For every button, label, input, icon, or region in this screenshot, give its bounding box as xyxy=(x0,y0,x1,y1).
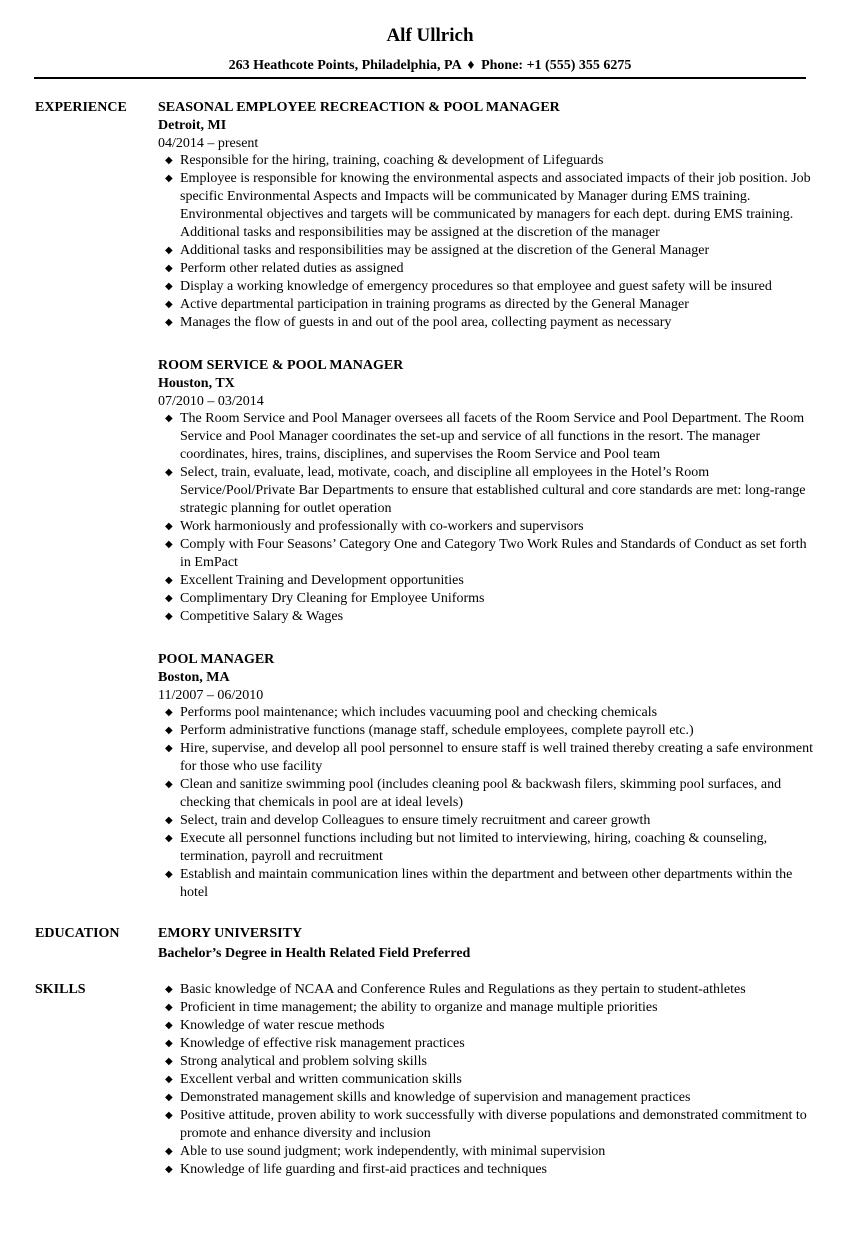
skills-content xyxy=(158,981,818,1179)
bullet-icon: ◆ xyxy=(165,593,173,604)
skill-item xyxy=(158,1107,818,1143)
job-bullet-item xyxy=(158,536,818,572)
bullet-icon: ◆ xyxy=(165,521,173,532)
bullet-text: Knowledge of effective risk management practices xyxy=(180,1036,465,1051)
bullet-text: Work harmoniously and professionally with co-workers and supervisors xyxy=(180,519,584,534)
job-bullet-item xyxy=(158,152,818,170)
job-dates: 04/2014 – present xyxy=(158,136,259,151)
job-bullets xyxy=(158,704,818,902)
job-bullet-item xyxy=(158,608,818,626)
job-title: POOL MANAGER xyxy=(158,652,275,667)
bullet-icon: ◆ xyxy=(165,833,173,844)
job-bullet-item xyxy=(158,296,818,314)
job-entry xyxy=(158,99,818,332)
job-bullet-item xyxy=(158,464,818,518)
bullet-icon: ◆ xyxy=(165,1164,173,1175)
job-bullet-item xyxy=(158,278,818,296)
bullet-text: Comply with Four Seasons’ Category One and Category Two Work Rules and Standards of Conduct as set forth in EmPact xyxy=(180,537,807,570)
bullet-text: Employee is responsible for knowing the environmental aspects and associated impacts of their job position. Job specific Environmental Aspects and Impacts will be communicated by Manager during EMS training. Environmental objectives and targets will be communicated by managers for each dept. during EMS training. Additional tasks and responsibilities may be assigned at the discretion of the manager xyxy=(180,171,811,240)
job-bullet-item xyxy=(158,866,818,902)
bullet-text: Manages the flow of guests in and out of the pool area, collecting payment as necessary xyxy=(180,315,672,330)
job-entry xyxy=(158,357,818,626)
job-bullet-item xyxy=(158,410,818,464)
skills-list xyxy=(158,981,818,1179)
header-divider xyxy=(34,77,806,79)
job-bullet-item xyxy=(158,242,818,260)
job-bullet-item xyxy=(158,170,818,242)
bullet-text: Knowledge of water rescue methods xyxy=(180,1018,385,1033)
bullet-text: Demonstrated management skills and knowledge of supervision and management practices xyxy=(180,1090,691,1105)
bullet-text: Knowledge of life guarding and first-aid practices and techniques xyxy=(180,1162,547,1177)
job-bullet-item xyxy=(158,776,818,812)
bullet-icon: ◆ xyxy=(165,263,173,274)
job-bullet-item xyxy=(158,830,818,866)
bullet-text: Select, train and develop Colleagues to ensure timely recruitment and career growth xyxy=(180,813,651,828)
bullet-icon: ◆ xyxy=(165,815,173,826)
bullet-text: Competitive Salary & Wages xyxy=(180,609,344,624)
resume-header xyxy=(0,24,860,74)
bullet-icon: ◆ xyxy=(165,299,173,310)
contact-line xyxy=(0,58,860,74)
bullet-text: Performs pool maintenance; which includes vacuuming pool and checking chemicals xyxy=(180,705,658,720)
bullet-icon: ◆ xyxy=(165,1056,173,1067)
bullet-icon: ◆ xyxy=(165,1020,173,1031)
bullet-icon: ◆ xyxy=(165,779,173,790)
skill-item xyxy=(158,1017,818,1035)
job-dates: 11/2007 – 06/2010 xyxy=(158,688,264,703)
bullet-text: The Room Service and Pool Manager oversees all facets of the Room Service and Pool Department. The Room Service and Pool Manager coordinates the set-up and service of all functions in the resort. The manager coordinates, hires, trains, disciplines, and supervises the Room Service and Pool team xyxy=(180,411,805,462)
bullet-icon: ◆ xyxy=(165,539,173,550)
degree: Bachelor’s Degree in Health Related Field Preferred xyxy=(158,946,471,961)
job-dates: 07/2010 – 03/2014 xyxy=(158,394,264,409)
bullet-icon: ◆ xyxy=(165,575,173,586)
bullet-icon: ◆ xyxy=(165,1110,173,1121)
bullet-icon: ◆ xyxy=(165,413,173,424)
phone: Phone: +1 (555) 355 6275 xyxy=(481,58,632,73)
job-bullet-item xyxy=(158,518,818,536)
bullet-icon: ◆ xyxy=(165,317,173,328)
school-name: EMORY UNIVERSITY xyxy=(158,926,303,941)
bullet-icon: ◆ xyxy=(165,1146,173,1157)
section-label-experience: EXPERIENCE xyxy=(35,100,127,115)
bullet-text: Basic knowledge of NCAA and Conference Rules and Regulations as they pertain to student-athletes xyxy=(180,982,746,997)
bullet-icon: ◆ xyxy=(165,984,173,995)
skill-item xyxy=(158,1143,818,1161)
bullet-icon: ◆ xyxy=(165,245,173,256)
job-bullet-item xyxy=(158,812,818,830)
bullet-text: Proficient in time management; the ability to organize and manage multiple priorities xyxy=(180,1000,658,1015)
bullet-text: Positive attitude, proven ability to work successfully with diverse populations and demonstrated commitment to promote and enhance diversity and inclusion xyxy=(180,1108,807,1141)
candidate-name: Alf Ullrich xyxy=(386,25,474,46)
job-title: SEASONAL EMPLOYEE RECREACTION & POOL MANAGER xyxy=(158,100,560,115)
bullet-icon: ◆ xyxy=(165,155,173,166)
bullet-icon: ◆ xyxy=(165,1038,173,1049)
job-bullet-item xyxy=(158,722,818,740)
bullet-icon: ◆ xyxy=(165,725,173,736)
skill-item xyxy=(158,981,818,999)
job-bullet-item xyxy=(158,590,818,608)
job-title: ROOM SERVICE & POOL MANAGER xyxy=(158,358,404,373)
skill-item xyxy=(158,1035,818,1053)
bullet-text: Able to use sound judgment; work independently, with minimal supervision xyxy=(180,1144,606,1159)
diamond-separator-icon: ♦ xyxy=(467,58,475,73)
job-bullet-item xyxy=(158,740,818,776)
bullet-text: Additional tasks and responsibilities may be assigned at the discretion of the General Manager xyxy=(180,243,710,258)
section-label-education: EDUCATION xyxy=(35,926,120,941)
bullet-icon: ◆ xyxy=(165,1092,173,1103)
bullet-text: Execute all personnel functions including but not limited to interviewing, hiring, coaching & counseling, termination, payroll and recruitment xyxy=(180,831,768,864)
bullet-text: Excellent verbal and written communication skills xyxy=(180,1072,462,1087)
bullet-text: Establish and maintain communication lines within the department and between other departments within the hotel xyxy=(180,867,793,900)
bullet-text: Perform other related duties as assigned xyxy=(180,261,404,276)
bullet-text: Complimentary Dry Cleaning for Employee Uniforms xyxy=(180,591,485,606)
education-content xyxy=(158,925,818,963)
skill-item xyxy=(158,1071,818,1089)
bullet-text: Display a working knowledge of emergency procedures so that employee and guest safety will be insured xyxy=(180,279,772,294)
bullet-icon: ◆ xyxy=(165,467,173,478)
bullet-icon: ◆ xyxy=(165,1002,173,1013)
skill-item xyxy=(158,1089,818,1107)
job-location: Boston, MA xyxy=(158,670,230,685)
bullet-icon: ◆ xyxy=(165,281,173,292)
job-location: Houston, TX xyxy=(158,376,235,391)
experience-list xyxy=(158,99,818,902)
bullet-text: Hire, supervise, and develop all pool personnel to ensure staff is well trained thereby creating a safe environment for those who use facility xyxy=(180,741,814,774)
job-entry xyxy=(158,651,818,902)
skill-item xyxy=(158,1161,818,1179)
job-bullet-item xyxy=(158,314,818,332)
bullet-icon: ◆ xyxy=(165,707,173,718)
bullet-icon: ◆ xyxy=(165,611,173,622)
skill-item xyxy=(158,1053,818,1071)
bullet-text: Excellent Training and Development opportunities xyxy=(180,573,464,588)
bullet-text: Responsible for the hiring, training, coaching & development of Lifeguards xyxy=(180,153,604,168)
bullet-text: Select, train, evaluate, lead, motivate, coach, and discipline all employees in the Hotel’s Room Service/Pool/Private Bar Departments to ensure that established cultural and core standards are met: long-range strategic planning for outlet operation xyxy=(180,465,806,516)
bullet-text: Active departmental participation in training programs as directed by the General Manager xyxy=(180,297,689,312)
bullet-icon: ◆ xyxy=(165,173,173,184)
bullet-icon: ◆ xyxy=(165,1074,173,1085)
job-location: Detroit, MI xyxy=(158,118,227,133)
bullet-icon: ◆ xyxy=(165,869,173,880)
job-bullets xyxy=(158,410,818,626)
address: 263 Heathcote Points, Philadelphia, PA xyxy=(228,58,461,73)
section-label-skills: SKILLS xyxy=(35,982,86,997)
bullet-icon: ◆ xyxy=(165,743,173,754)
skill-item xyxy=(158,999,818,1017)
job-bullet-item xyxy=(158,572,818,590)
job-bullet-item xyxy=(158,260,818,278)
job-bullet-item xyxy=(158,704,818,722)
bullet-text: Clean and sanitize swimming pool (includes cleaning pool & backwash filers, skimming pool surfaces, and checking that chemicals in pool are at ideal levels) xyxy=(180,777,782,810)
bullet-text: Strong analytical and problem solving skills xyxy=(180,1054,427,1069)
job-bullets xyxy=(158,152,818,332)
bullet-text: Perform administrative functions (manage staff, schedule employees, complete payroll etc.) xyxy=(180,723,694,738)
